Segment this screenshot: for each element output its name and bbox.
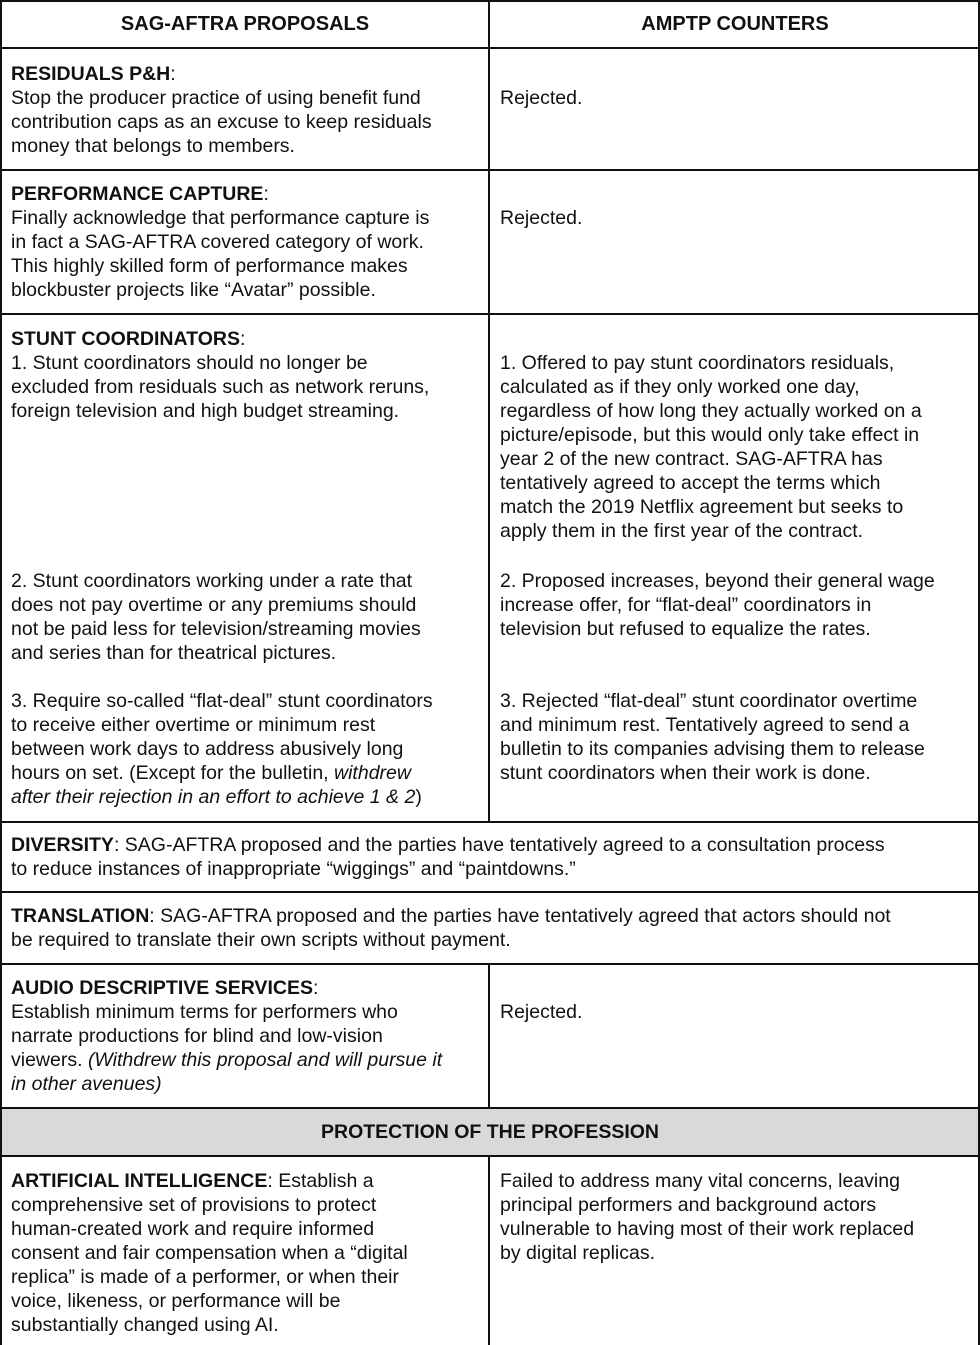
stunt-proposal-3-italic: after their rejection in an effort to achieve 1 & 2 [11,786,416,808]
table-row-audio-descriptive [0,964,980,1108]
audio-proposal-cell [0,964,490,1108]
diversity-cell [0,822,980,892]
section-title: PROTECTION OF THE PROFESSION [320,1120,660,1143]
stunt-proposal-3-line [11,761,411,785]
stunt-proposal-3-line: between work days to address abusively long [11,738,404,760]
performance-capture-line: This highly skilled form of performance makes [11,255,408,277]
table-rule [0,313,980,315]
translation-line: be required to translate their own scripts without payment. [11,929,511,951]
stunt-proposal-3-close: ) [415,786,422,808]
ai-counter-line: Failed to address many vital concerns, leaving [500,1170,900,1192]
stunt-counter-1-line: apply them in the first year of the contract. [500,520,864,542]
residuals-counter-cell [490,48,980,170]
audio-line: Establish minimum terms for performers who [11,1001,398,1023]
stunt-heading [11,327,245,351]
table-rule [0,169,980,171]
table-header-row [0,0,980,48]
performance-capture-title: PERFORMANCE CAPTURE [11,183,264,205]
section-header-row [0,1108,980,1156]
stunt-proposal-3-text: hours on set. (Except for the bulletin, [11,762,335,784]
table-row-diversity [0,822,980,892]
translation-line [11,904,891,928]
translation-cell [0,892,980,964]
stunt-proposal-2-line: and series than for theatrical pictures. [11,642,337,664]
stunt-proposal-3-line [11,785,422,809]
column-divider [488,964,490,1108]
performance-capture-proposal-cell [0,170,490,314]
audio-line: in other avenues) [11,1073,162,1095]
stunt-proposal-1-line: excluded from residuals such as network reruns, [11,376,430,398]
table-rule [0,1155,980,1157]
audio-heading [11,976,318,1000]
audio-counter: Rejected. [500,1001,583,1023]
section-header-cell [0,1108,980,1156]
table-border-left [0,0,2,1345]
audio-line: narrate productions for blind and low-vision [11,1025,383,1047]
stunt-proposal-3-line: 3. Require so-called “flat-deal” stunt coordinators [11,690,433,712]
translation-title: TRANSLATION [11,905,150,927]
performance-capture-line: Finally acknowledge that performance capture is [11,207,430,229]
table-rule [0,47,980,49]
ai-line: voice, likeness, or performance will be [11,1290,341,1312]
ai-counter-line: by digital replicas. [500,1242,655,1264]
performance-capture-counter-cell [490,170,980,314]
diversity-title: DIVERSITY [11,834,114,856]
residuals-heading [11,62,176,86]
stunt-counter-2-line: television but refused to equalize the rates. [500,618,871,640]
stunt-title: STUNT COORDINATORS [11,328,240,350]
diversity-text: : SAG-AFTRA proposed and the parties have tentatively agreed to a consultation process [113,834,885,856]
table-rule [0,1107,980,1109]
ai-text: : Establish a [267,1170,374,1192]
stunt-counter-1-line: match the 2019 Netflix agreement but seeks to [500,496,904,518]
stunt-counter-2-line: increase offer, for “flat-deal” coordinators in [500,594,872,616]
stunt-proposal-3-italic: withdrew [334,762,411,784]
ai-counter-line: vulnerable to having most of their work replaced [500,1218,915,1240]
column-divider [488,1156,490,1345]
residuals-line: contribution caps as an excuse to keep residuals [11,111,432,133]
ai-line: consent and fair compensation when a “digital [11,1242,408,1264]
residuals-line: Stop the producer practice of using benefit fund [11,87,421,109]
stunt-counter-1-line: picture/episode, but this would only take effect in [500,424,920,446]
table-row-residuals [0,48,980,170]
table-rule [0,0,980,2]
performance-capture-heading [11,182,269,206]
stunt-proposal-2-line: 2. Stunt coordinators working under a rate that [11,570,413,592]
stunt-counter-3-line: 3. Rejected “flat-deal” stunt coordinator overtime [500,690,918,712]
stunt-proposal-cell [0,314,490,822]
ai-title: ARTIFICIAL INTELLIGENCE [11,1170,268,1192]
diversity-line [11,833,885,857]
stunt-counter-1-line: calculated as if they only worked one day, [500,376,860,398]
ai-line [11,1169,374,1193]
stunt-counter-3-line: bulletin to its companies advising them to release [500,738,925,760]
stunt-proposal-2-line: does not pay overtime or any premiums should [11,594,417,616]
stunt-proposal-3-line: to receive either overtime or minimum rest [11,714,376,736]
stunt-proposal-2-line: not be paid less for television/streaming movies [11,618,421,640]
stunt-counter-1-line: tentatively agreed to accept the terms which [500,472,881,494]
translation-text: : SAG-AFTRA proposed and the parties have tentatively agreed that actors should not [149,905,891,927]
table-rule [0,821,980,823]
stunt-counter-2-line: 2. Proposed increases, beyond their general wage [500,570,935,592]
ai-counter-cell [490,1156,980,1345]
residuals-line: money that belongs to members. [11,135,295,157]
header-left: SAG-AFTRA PROPOSALS [120,12,370,35]
header-right: AMPTP COUNTERS [641,12,829,35]
audio-italic: (Withdrew this proposal and will pursue it [87,1049,443,1071]
header-left-cell [0,0,490,48]
residuals-title: RESIDUALS P&H [11,63,171,85]
stunt-counter-cell [490,314,980,822]
ai-line: substantially changed using AI. [11,1314,279,1336]
table-row-performance-capture [0,170,980,314]
audio-colon: : [312,977,319,999]
table-row-stunt-coordinators [0,314,980,822]
stunt-counter-1-line: regardless of how long they actually worked on a [500,400,922,422]
table-row-translation [0,892,980,964]
header-right-cell [490,0,980,48]
ai-proposal-cell [0,1156,490,1345]
table-rule [0,891,980,893]
performance-capture-counter: Rejected. [500,207,583,229]
table-rule [0,963,980,965]
stunt-counter-1-line: 1. Offered to pay stunt coordinators residuals, [500,352,895,374]
stunt-counter-3-line: and minimum rest. Tentatively agreed to send a [500,714,910,736]
audio-line [11,1048,442,1072]
ai-line: comprehensive set of provisions to protect [11,1194,377,1216]
column-divider [488,0,490,822]
stunt-proposal-1-line: foreign television and high budget streaming. [11,400,400,422]
performance-capture-line: in fact a SAG-AFTRA covered category of work. [11,231,424,253]
residuals-proposal-cell [0,48,490,170]
stunt-proposal-1-line: 1. Stunt coordinators should no longer be [11,352,368,374]
table-row-artificial-intelligence [0,1156,980,1345]
stunt-colon: : [239,328,246,350]
ai-counter-line: principal performers and background actors [500,1194,877,1216]
audio-counter-cell [490,964,980,1108]
stunt-counter-3-line: stunt coordinators when their work is done. [500,762,871,784]
audio-text: viewers. [11,1049,88,1071]
diversity-line: to reduce instances of inappropriate “wiggings” and “paintdowns.” [11,858,576,880]
ai-line: human-created work and require informed [11,1218,375,1240]
ai-line: replica” is made of a performer, or when their [11,1266,400,1288]
residuals-counter: Rejected. [500,87,583,109]
audio-title: AUDIO DESCRIPTIVE SERVICES [11,977,313,999]
stunt-counter-1-line: year 2 of the new contract. SAG-AFTRA has [500,448,883,470]
residuals-colon: : [170,63,176,85]
performance-capture-line: blockbuster projects like “Avatar” possible. [11,279,376,301]
performance-capture-colon: : [263,183,269,205]
